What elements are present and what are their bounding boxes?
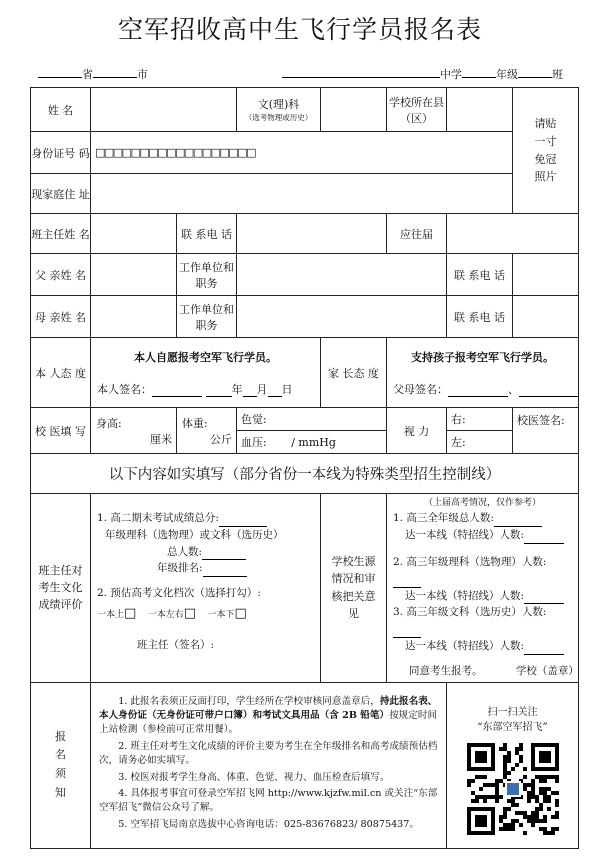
city-blank[interactable] [93,66,137,78]
review-r2: 2. 高三年级理科（选物理）人数: [393,554,572,588]
father-phone-label: 联 系电 话 [447,254,513,296]
name-label: 姓 名 [31,88,91,132]
mother-work-field[interactable] [237,296,447,338]
teacher-phone-field[interactable] [237,214,387,254]
teacher-name-field[interactable] [91,214,177,254]
father-work-field[interactable] [237,254,447,296]
height-cell[interactable]: 身高: 厘米 [91,408,177,454]
eval-cell [91,494,321,683]
parent-sign-line: 父母签名： 、 [393,381,572,397]
subject-label: 文(理)科 [257,98,300,111]
school-seal[interactable]: 学校（盖章） [515,664,579,677]
eval-q2: 2. 预估高考文化档次（选择打勾）: [97,587,261,600]
scan-prompt: 扫一扫关注 [487,706,538,718]
school-county-label: 学校所在县（区） [387,88,447,132]
teacher-sign[interactable]: 班主任（签名）: [137,638,215,651]
self-attitude-cell [91,338,321,408]
eval-label: 班主任对考生文化成绩评价 [31,494,91,683]
notes-cell [91,682,447,848]
school-blank[interactable] [282,66,440,78]
note-4: 4. 具体报考事宜可登录空军招飞网 http://www.kjzfw.mil.cn 或关注“东部空军招飞”微信公众号了解。 [99,788,438,814]
photo-box: 请贴 一寸 免冠 照片 [513,88,579,214]
teacher-phone-label: 联 系电 话 [177,214,237,254]
review-label: 学校生源情况和审核把关意见 [321,494,387,683]
eval-q1-sub2: 总人数: [97,544,314,561]
mother-name-label: 母 亲姓 名 [31,296,91,338]
province-label: 省 [82,68,93,81]
eval-q1-sub1: 年级理科（选物理）或文科（选历史） [105,528,284,541]
father-phone-field[interactable] [513,254,579,296]
teacher-name-label: 班主任姓 名 [31,214,91,254]
notes-label: 报名须知 [31,682,91,848]
mother-work-label: 工作单位和职务 [177,296,237,338]
weight-cell[interactable]: 体重: 公斤 [177,408,237,454]
registration-form [30,87,579,849]
grade-label: 年级 [496,68,518,81]
self-attitude-label: 本 人态 度 [31,338,91,408]
father-name-field[interactable] [91,254,177,296]
qr-code-icon[interactable] [467,743,559,835]
city-label: 市 [137,68,148,81]
class-blank[interactable] [518,66,552,78]
vision-label: 视 力 [387,408,447,454]
school-county-field[interactable] [447,88,513,132]
prev-grad-label: 应往届 [387,214,447,254]
note-5: 5. 空军招飞局南京选拔中心咨询电话：025-83676823/ 80875437。 [118,819,419,831]
mother-phone-label: 联 系电 话 [447,296,513,338]
eval-q1: 1. 高二期末考试成绩总分: [97,510,314,527]
parent-sign-blank-1[interactable] [448,396,508,397]
review-r3b: 达一本线（特招线）人数: [393,638,572,655]
qr-code-graphic [467,743,559,835]
father-work-label: 工作单位和职务 [177,254,237,296]
doctor-sign-cell[interactable]: 校医签名: [513,408,579,454]
subject-cell [237,88,321,132]
self-attitude-statement: 本人自愿报考空军飞行学员。 [134,350,277,364]
account-name: “东部空军招飞” [477,721,548,733]
color-vision-cell[interactable]: 色觉: [237,408,387,431]
option-checkbox-2[interactable]: □ [183,605,197,621]
prev-grad-field[interactable] [447,214,579,254]
review-r2b: 达一本线（特招线）人数: [393,588,572,605]
note-3: 3. 校医对报考学生身高、体重、色觉、视力、血压检查后填写。 [118,771,390,783]
address-label: 现家庭住 址 [31,174,91,214]
mother-phone-field[interactable] [513,296,579,338]
eval-q1-sub3: 年级排名: [97,560,314,577]
qr-cell [447,682,579,848]
page-title: 空军招收高中生飞行学员报名表 [117,15,482,44]
grade-blank[interactable] [462,66,496,78]
option-checkbox-1[interactable]: □ [124,605,137,621]
blood-pressure-cell[interactable]: 血压: / mmHg [237,431,387,454]
review-footer: 同意考生报考。 学校（盖章） [409,664,579,677]
location-line-right [282,66,563,82]
left-eye-cell[interactable]: 左: [447,431,513,454]
school-label: 中学 [440,68,462,81]
note-1: 1. 此报名表须正反面打印，学生经所在学校审核同意盖章后，持此报名表、本人身份证（无身份证可带户口簿）和考试文具用品（含 2B 铅笔）按规定时间上站检测（参检前可正常用餐）。 [99,695,438,735]
option-checkbox-3[interactable]: □ [234,605,247,621]
province-blank[interactable] [38,66,82,78]
class-label: 班 [552,68,563,81]
review-r1: 1. 高三全年级总人数: [393,510,572,527]
parent-attitude-statement: 支持孩子报考空军飞行学员。 [411,350,554,364]
review-r1b: 达一本线（特招线）人数: [393,527,572,544]
note-2: 2. 班主任对考生文化成绩的评价主要为考生在全年级排名和高考成绩预估档次，请务必如实填写。 [99,740,438,766]
subject-field[interactable] [321,88,387,132]
right-eye-cell[interactable]: 右: [447,408,513,431]
self-sign-blank[interactable] [152,396,202,397]
medical-label: 校 医填 写 [31,408,91,454]
parent-attitude-cell [387,338,579,408]
parent-attitude-label: 家 长态 度 [321,338,387,408]
father-name-label: 父 亲姓 名 [31,254,91,296]
address-field[interactable] [91,174,513,214]
id-number-boxes[interactable]: □□□□□□□□□□□□□□□□□□ [91,132,513,174]
review-r3: 3. 高三年级文科（选历史）人数: [393,604,572,638]
review-note: （上届高考情况，仅作参考） [423,498,541,508]
name-field[interactable] [91,88,237,132]
subject-note: （选考物理或历史） [244,113,313,122]
mother-name-field[interactable] [91,296,177,338]
parent-sign-blank-2[interactable] [519,396,579,397]
self-sign-line: 本人签名： 年 月 日 [97,382,293,396]
location-line-left [38,66,148,82]
section-header: 以下内容如实填写（部分省份一本线为特殊类型招生控制线） [31,454,579,494]
review-cell [387,494,579,683]
id-label: 身份证号 码 [31,132,91,174]
eval-options: 一本上□ 一本左右□ 一本下□ [97,605,247,621]
